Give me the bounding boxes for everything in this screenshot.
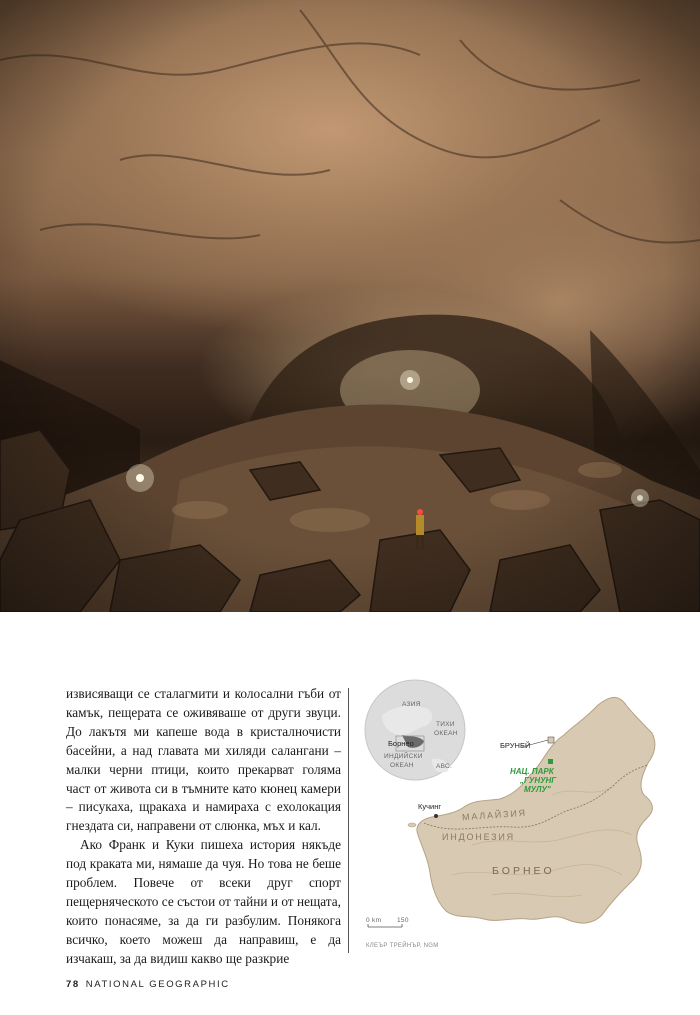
article-paragraph-2: Ако Франк и Куки пишеха история някъде под краката ми, нямаше да чуя. Но това не беше проблем. Повече от всеки друг спорт пещерняческото се състои от тайни и от нещата, които понасяме, за да ги разбулим. Понякога всичко, което можеш да направиш, е да изчакаш, за да видиш какво ще разкрие bbox=[66, 837, 341, 966]
globe-label-australia: АВС. bbox=[436, 763, 453, 770]
globe-label-asia: АЗИЯ bbox=[402, 701, 421, 708]
scale-end: 150 bbox=[397, 917, 409, 924]
map-credit: КЛЕЪР ТРЕЙНЪР, NGM bbox=[366, 943, 439, 949]
borneo-map bbox=[352, 675, 700, 960]
label-brunei: БРУНЕЙ bbox=[500, 741, 531, 750]
label-national-park: НАЦ. ПАРК „ГУНУНГ МУЛУ" bbox=[510, 767, 557, 794]
label-borneo: БОРНЕО bbox=[492, 865, 555, 877]
label-indonesia: ИНДОНЕЗИЯ bbox=[442, 832, 515, 842]
scale-start: 0 km bbox=[366, 917, 382, 924]
label-malaysia: МАЛАЙЗИЯ bbox=[461, 807, 528, 823]
page-footer bbox=[66, 979, 230, 990]
globe-label-indian-1: ИНДИЙСКИ bbox=[384, 753, 423, 760]
globe-label-indian-2: ОКЕАН bbox=[390, 762, 414, 769]
article-paragraph-1: извисяващи се сталагмити и колосални гъби от камък, пещерата се оживяваше от други звуци. До лакътя ми капеше вода в кристалночисти басейни, а над главата ми хиляди салангани – малки черни птици, които прекарват голяма част от живота си в тъмните като кюнец камери – писукаха, щракаха и намираха с ехолокация гнездата си, направени от слюнка, мъх и кал. bbox=[66, 686, 341, 834]
label-kuching: Кучинг bbox=[418, 802, 442, 811]
globe-label-pacific-1: ТИХИ bbox=[436, 721, 455, 728]
globe-label-pacific-2: ОКЕАН bbox=[434, 730, 458, 737]
magazine-name: NATIONAL GEOGRAPHIC bbox=[85, 979, 230, 990]
article-column bbox=[66, 685, 341, 969]
column-divider bbox=[348, 688, 349, 953]
page-number: 78 bbox=[66, 979, 80, 990]
globe-label-borneo: Борнео bbox=[388, 739, 414, 748]
